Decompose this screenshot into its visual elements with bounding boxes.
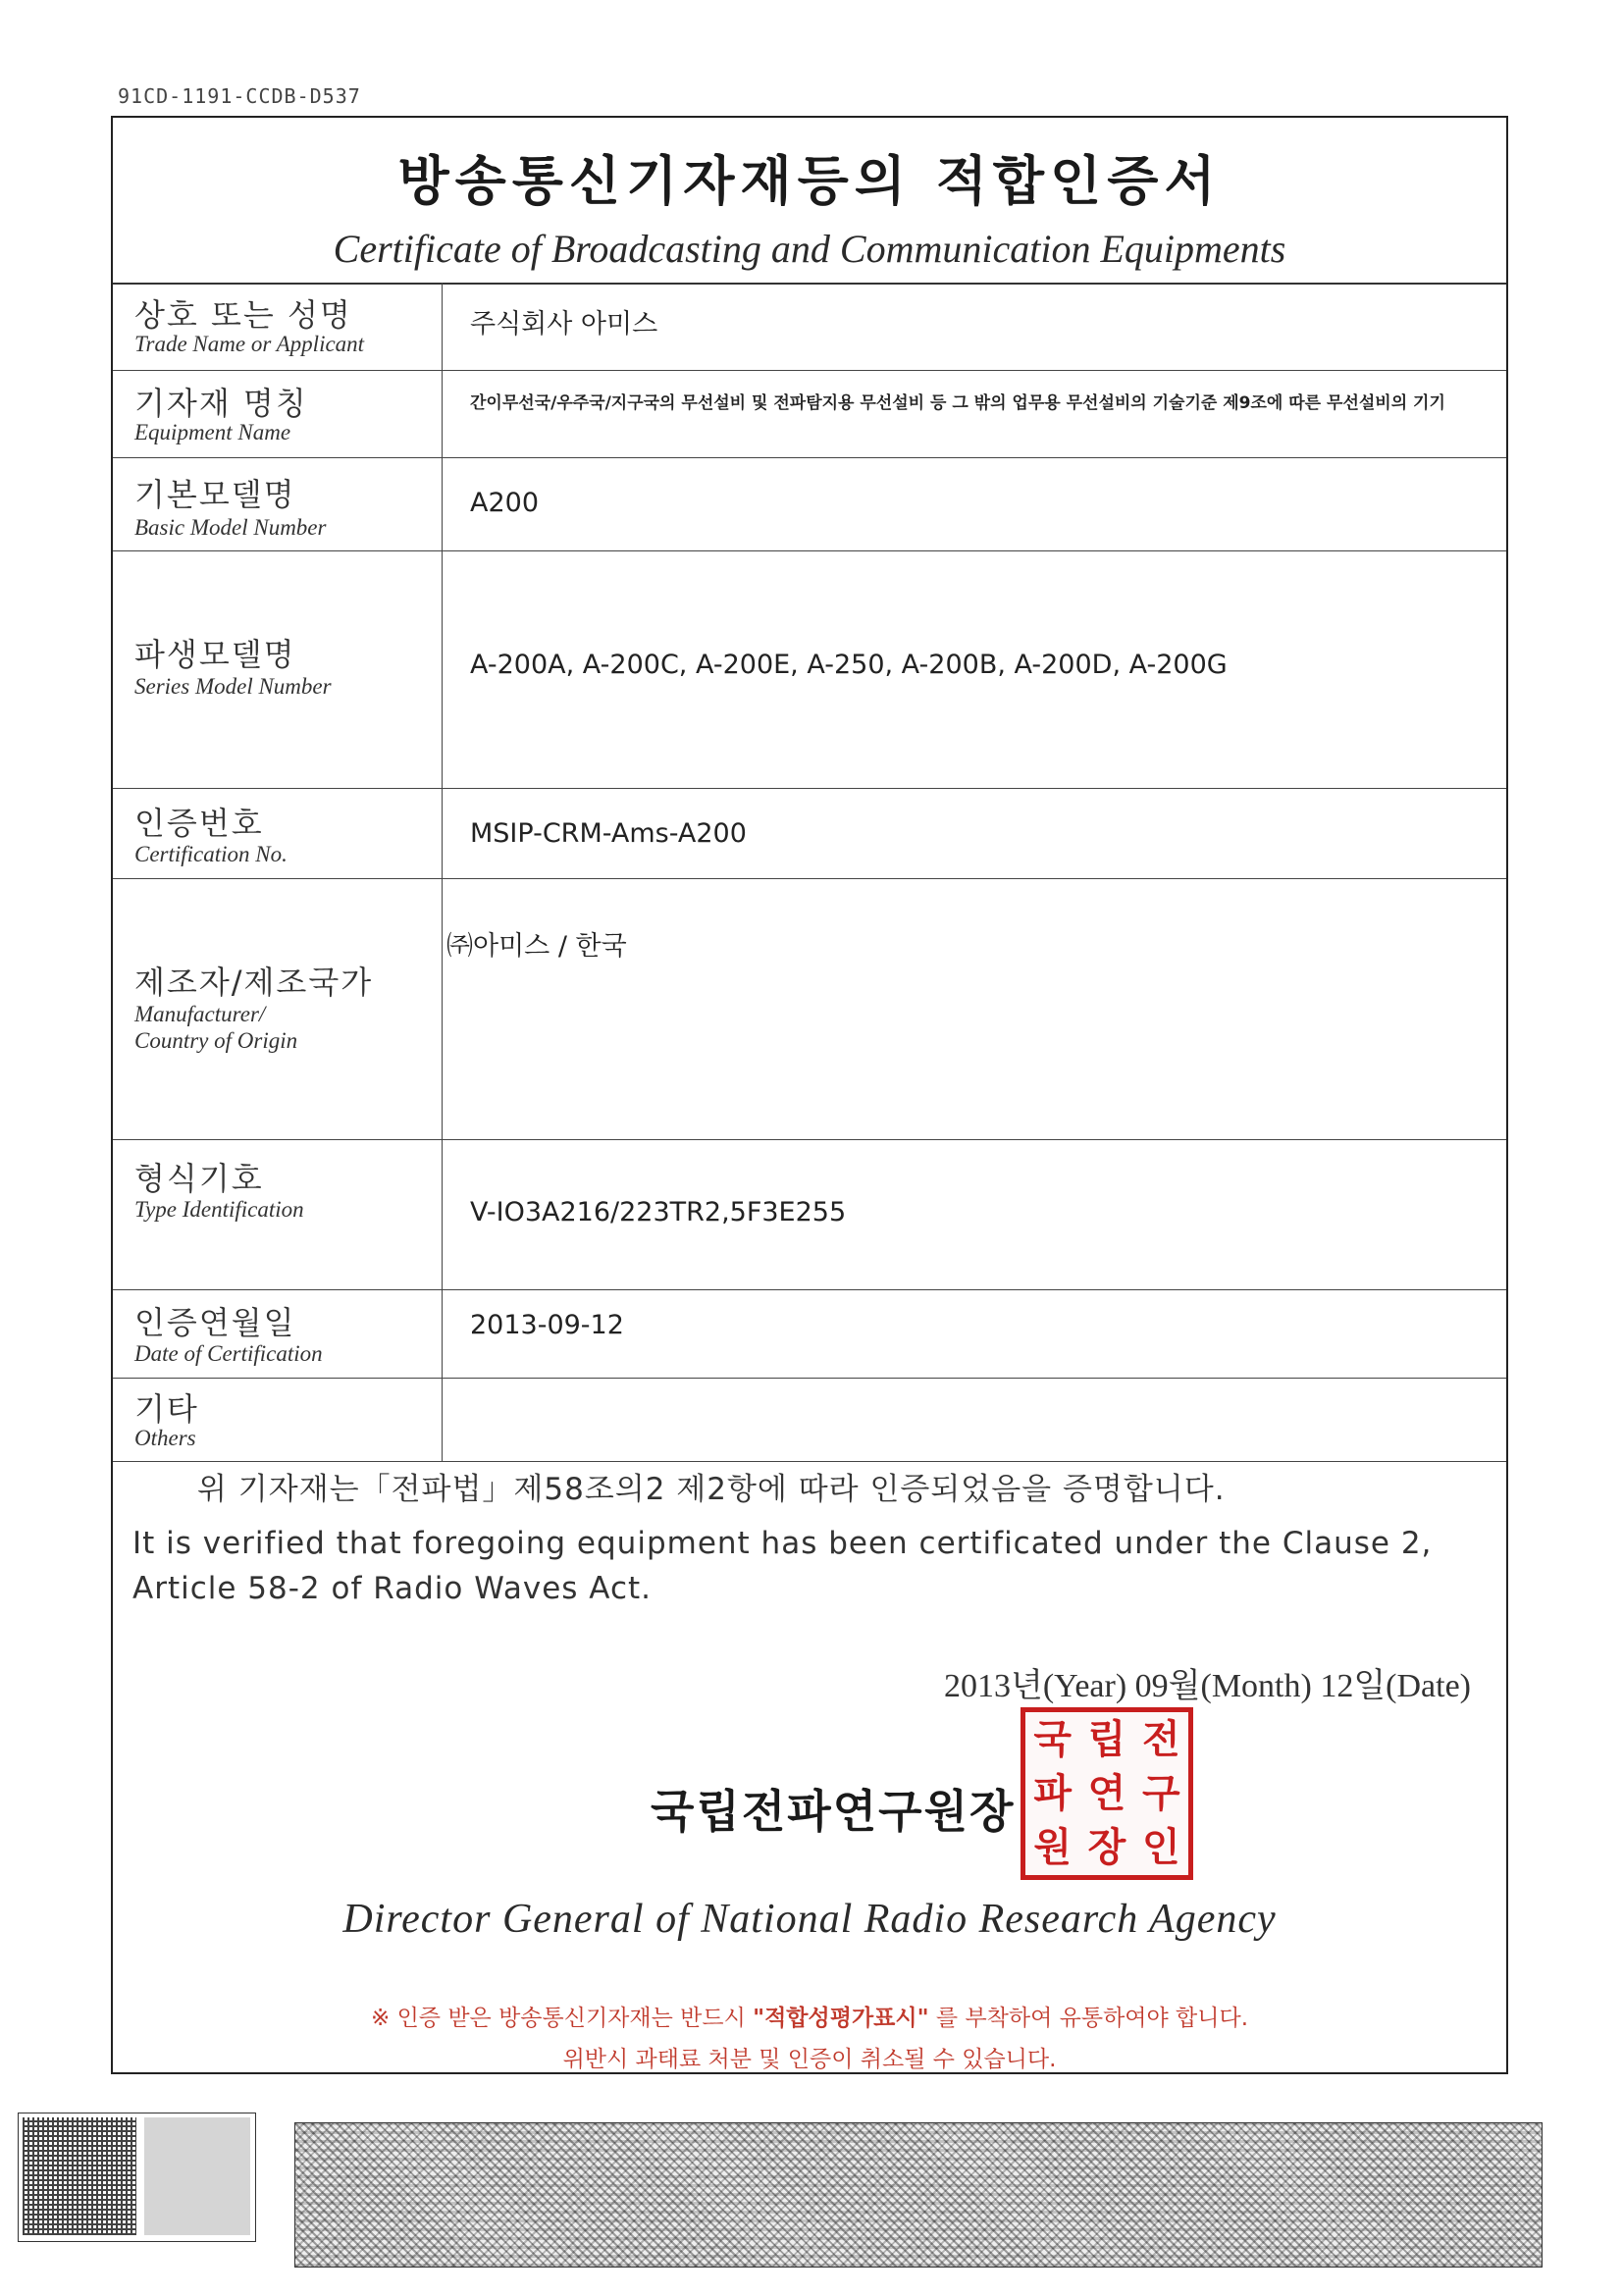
basic-model-label-en: Basic Model Number [134,515,327,540]
certificate-title-en: Certificate of Broadcasting and Communication Equipments [333,227,1286,271]
applicant-label-ko: 상호 또는 성명 [134,296,352,334]
seal-char: 장 [1087,1825,1126,1871]
manufacturer-label-ko: 제조자/제조국가 [134,964,374,1001]
seal-char: 구 [1142,1770,1180,1816]
equipment-label-ko: 기자재 명칭 [134,385,308,422]
notice-line-2: 위반시 과태료 처분 및 인증이 취소될 수 있습니다. [562,2047,1057,2072]
qr-code-gray-panel [144,2117,250,2235]
barcode-2d [294,2122,1543,2268]
type-id-value: V-IO3A216/223TR2,5F3E255 [470,1197,847,1227]
seal-char: 전 [1142,1716,1180,1762]
applicant-value: 주식회사 아미스 [470,309,658,339]
cert-number-label-ko: 인증번호 [134,805,264,842]
notice-line-1-c: 를 부착하여 유통하여야 합니다. [928,2006,1248,2031]
row-basic-model-label [113,458,443,550]
row-applicant [113,283,1506,371]
row-manufacturer-label [113,879,443,1139]
row-others-label [113,1379,443,1461]
seal-char: 원 [1033,1825,1072,1871]
basic-model-label-ko: 기본모델명 [134,476,296,513]
seal-char: 인 [1142,1825,1180,1871]
official-seal [1021,1707,1193,1880]
manufacturer-label-en-1: Manufacturer/ [134,1002,266,1026]
cert-number-label-en: Certification No. [134,842,288,866]
series-model-label-ko: 파생모델명 [134,636,296,673]
statement-en: It is verified that foregoing equipment has been certificated under the Clause 2, Article 58-2 of Radio Waves Act. [132,1526,1433,1606]
equipment-value: 간이무선국/우주국/지구국의 무선설비 및 전파탐지용 무선설비 등 그 밖의 업무용 무선설비의 기술기준 제9조에 따른 무선설비의 기기 [470,393,1445,413]
row-cert-date-label [113,1290,443,1378]
notice-line-1-emphasis: "적합성평가표시" [753,2006,929,2031]
series-model-value: A-200A, A-200C, A-200E, A-250, A-200B, A-200D, A-200G [470,650,1228,680]
type-id-label-ko: 형식기호 [134,1160,264,1197]
issue-date: 2013년(Year) 09월(Month) 12일(Date) [944,1668,1471,1704]
row-type-id [113,1140,1506,1290]
cert-number-value: MSIP-CRM-Ams-A200 [470,818,747,849]
cert-date-label-en: Date of Certification [134,1341,323,1366]
statement-ko: 위 기자재는「전파법」제58조의2 제2항에 따라 인증되었음을 증명합니다. [197,1472,1226,1507]
series-model-label-en: Series Model Number [134,674,332,699]
seal-char: 국 [1033,1716,1072,1762]
document-id: 91CD-1191-CCDB-D537 [118,84,361,108]
row-cert-number [113,789,1506,879]
row-equipment-label [113,371,443,457]
others-label-ko: 기타 [134,1390,199,1428]
equipment-label-en: Equipment Name [134,420,291,444]
certificate-frame [111,116,1508,2074]
qr-code-pattern [23,2117,136,2235]
type-id-label-en: Type Identification [134,1197,304,1222]
row-applicant-label [113,283,443,370]
seal-char: 립 [1087,1716,1126,1762]
others-label-en: Others [134,1426,196,1450]
row-cert-date [113,1290,1506,1379]
row-others [113,1379,1506,1462]
row-type-id-label [113,1140,443,1289]
notice-line-1-a: ※ 인증 받은 방송통신기자재는 반드시 [371,2006,754,2031]
row-series-model [113,551,1506,789]
notice-line-1 [113,2000,1506,2032]
row-series-model-label [113,551,443,788]
manufacturer-label-en-2: Country of Origin [134,1028,298,1053]
row-manufacturer [113,879,1506,1140]
certificate-title-ko: 방송통신기자재등의 적합인증서 [397,150,1222,212]
certificate-header [113,118,1506,285]
manufacturer-value: ㈜아미스 / 한국 [446,931,627,962]
cert-date-value: 2013-09-12 [470,1310,624,1340]
row-equipment-name [113,371,1506,458]
seal-char: 연 [1087,1770,1126,1816]
director-title-ko: 국립전파연구원장 [651,1785,1016,1838]
row-basic-model [113,458,1506,551]
cert-date-label-ko: 인증연월일 [134,1304,296,1341]
basic-model-value: A200 [470,488,540,518]
row-cert-number-label [113,789,443,878]
director-title-en: Director General of National Radio Research Agency [342,1897,1277,1942]
applicant-label-en: Trade Name or Applicant [134,332,365,356]
seal-char: 파 [1033,1770,1072,1816]
qr-code [18,2113,256,2242]
